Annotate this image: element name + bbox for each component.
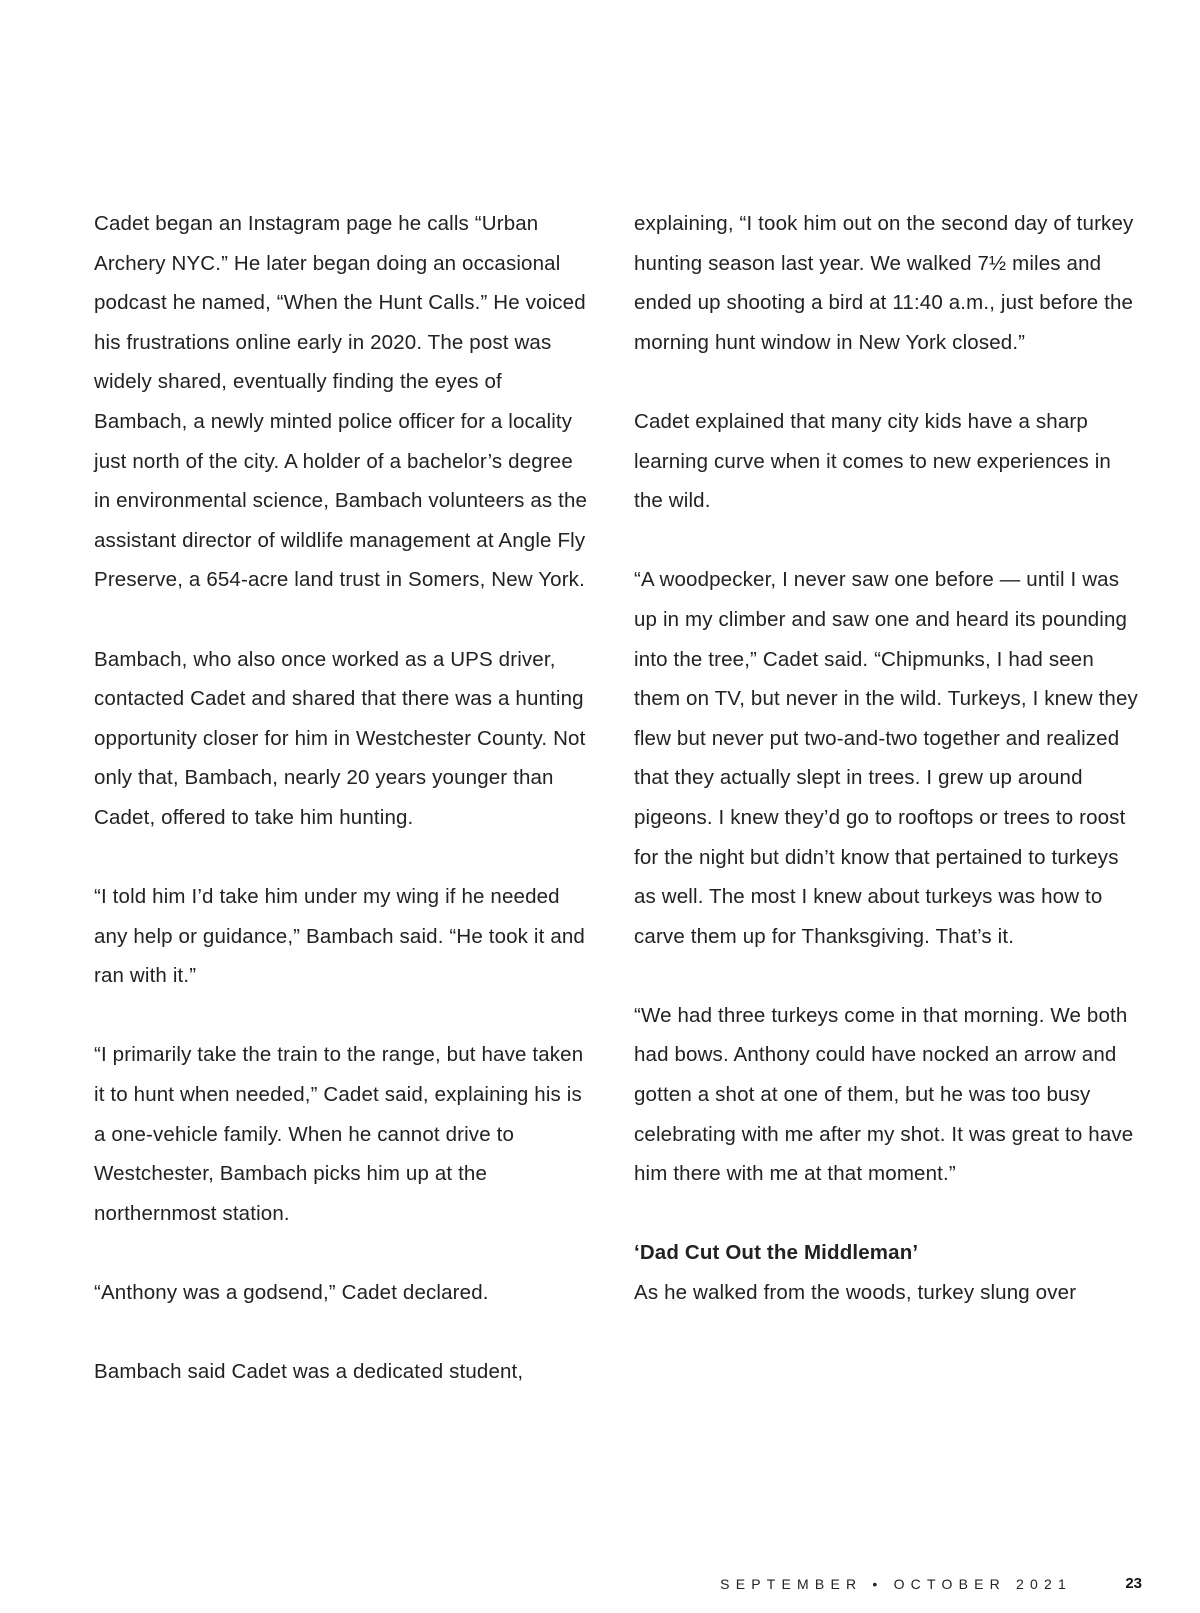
paragraph: “We had three turkeys come in that morning. We both had bows. Anthony could have nocked an arrow and gotten a shot at one of them, but he was too busy celebrating with me after my shot. It was great to have him there with me at that moment.” <box>634 1003 1134 1186</box>
paragraph: “I told him I’d take him under my wing if he needed any help or guidance,” Bambach said. “He took it and ran with it.” <box>94 885 585 988</box>
right-column <box>634 204 1144 1313</box>
issue-date: SEPTEMBER • OCTOBER 2021 <box>720 1576 1072 1592</box>
page-number: 23 <box>1125 1575 1142 1592</box>
paragraph: “I primarily take the train to the range, but have taken it to hunt when needed,” Cadet said, explaining his is a one-vehicle family. When he cannot drive to Westchester, Bambach picks him up at the northernmost station. <box>94 1043 584 1225</box>
left-column <box>94 204 594 1392</box>
paragraph: Cadet began an Instagram page he calls “Urban Archery NYC.” He later began doing an occasional podcast he named, “When the Hunt Calls.” He voiced his frustrations online early in 2020. The post was widely shared, eventually finding the eyes of Bambach, a newly minted police officer for a locality just north of the city. A holder of a bachelor’s degree in environmental science, Bambach volunteers as the assistant director of wildlife management at Angle Fly Preserve, a 654-acre land trust in Somers, New York. <box>94 212 588 592</box>
paragraph: “A woodpecker, I never saw one before — until I was up in my climber and saw one and heard its pounding into the tree,” Cadet said. “Chipmunks, I had seen them on TV, but never in the wild. Turkeys, I knew they flew but never put two-and-two together and realized that they actually slept in trees. I grew up around pigeons. I knew they’d go to rooftops or trees to roost for the night but didn’t know that pertained to turkeys as well. The most I knew about turkeys was how to carve them up for Thanksgiving. That’s it. <box>634 568 1138 948</box>
paragraph: Bambach said Cadet was a dedicated student, <box>94 1360 524 1384</box>
paragraph: explaining, “I took him out on the second day of turkey hunting season last year. We walked 7½ miles and ended up shooting a bird at 11:40 a.m., just before the morning hunt window in New York closed.” <box>634 212 1134 354</box>
paragraph: “Anthony was a godsend,” Cadet declared. <box>94 1281 489 1305</box>
page-footer <box>0 1576 1200 1602</box>
paragraph: Cadet explained that many city kids have a sharp learning curve when it comes to new experiences in the wild. <box>634 409 1111 513</box>
section-subheading: ‘Dad Cut Out the Middleman’ <box>634 1241 919 1265</box>
paragraph: Bambach, who also once worked as a UPS driver, contacted Cadet and shared that there was a hunting opportunity closer for him in Westchester County. Not only that, Bambach, nearly 20 years younger than Cadet, offered to take him hunting. <box>94 647 586 829</box>
paragraph: As he walked from the woods, turkey slung over <box>634 1281 1077 1305</box>
